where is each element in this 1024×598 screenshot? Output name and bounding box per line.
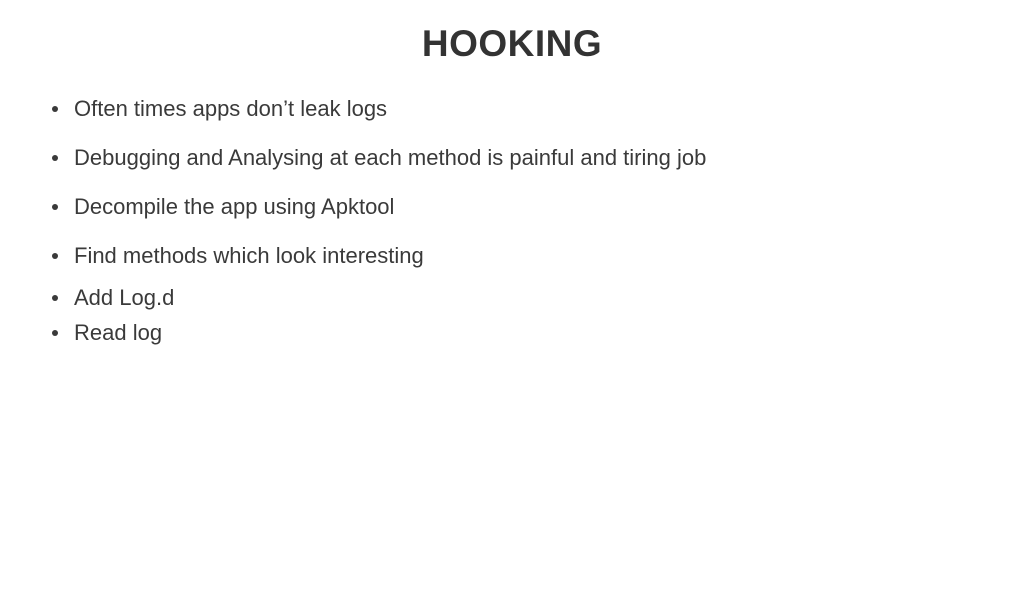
page-title: HOOKING	[421, 23, 603, 64]
list-item	[0, 280, 1024, 315]
list-item-label: Add Log.d	[74, 284, 175, 310]
list-item	[0, 182, 1024, 231]
bullet-list	[0, 66, 1024, 350]
bullet-dot-icon	[52, 155, 58, 161]
list-item-label: Often times apps don’t leak logs	[74, 95, 388, 121]
bullet-dot-icon	[52, 295, 58, 301]
list-item	[0, 231, 1024, 280]
list-item-label: Find methods which look interesting	[74, 242, 424, 268]
bullet-dot-icon	[52, 253, 58, 259]
bullet-dot-icon	[52, 204, 58, 210]
bullet-dot-icon	[52, 330, 58, 336]
list-item	[0, 84, 1024, 133]
list-item	[0, 133, 1024, 182]
list-item-label: Debugging and Analysing at each method is painful and tiring job	[74, 144, 707, 170]
list-item	[0, 315, 1024, 350]
bullet-dot-icon	[52, 106, 58, 112]
list-item-label: Decompile the app using Apktool	[74, 193, 395, 219]
list-item-label: Read log	[74, 319, 163, 345]
